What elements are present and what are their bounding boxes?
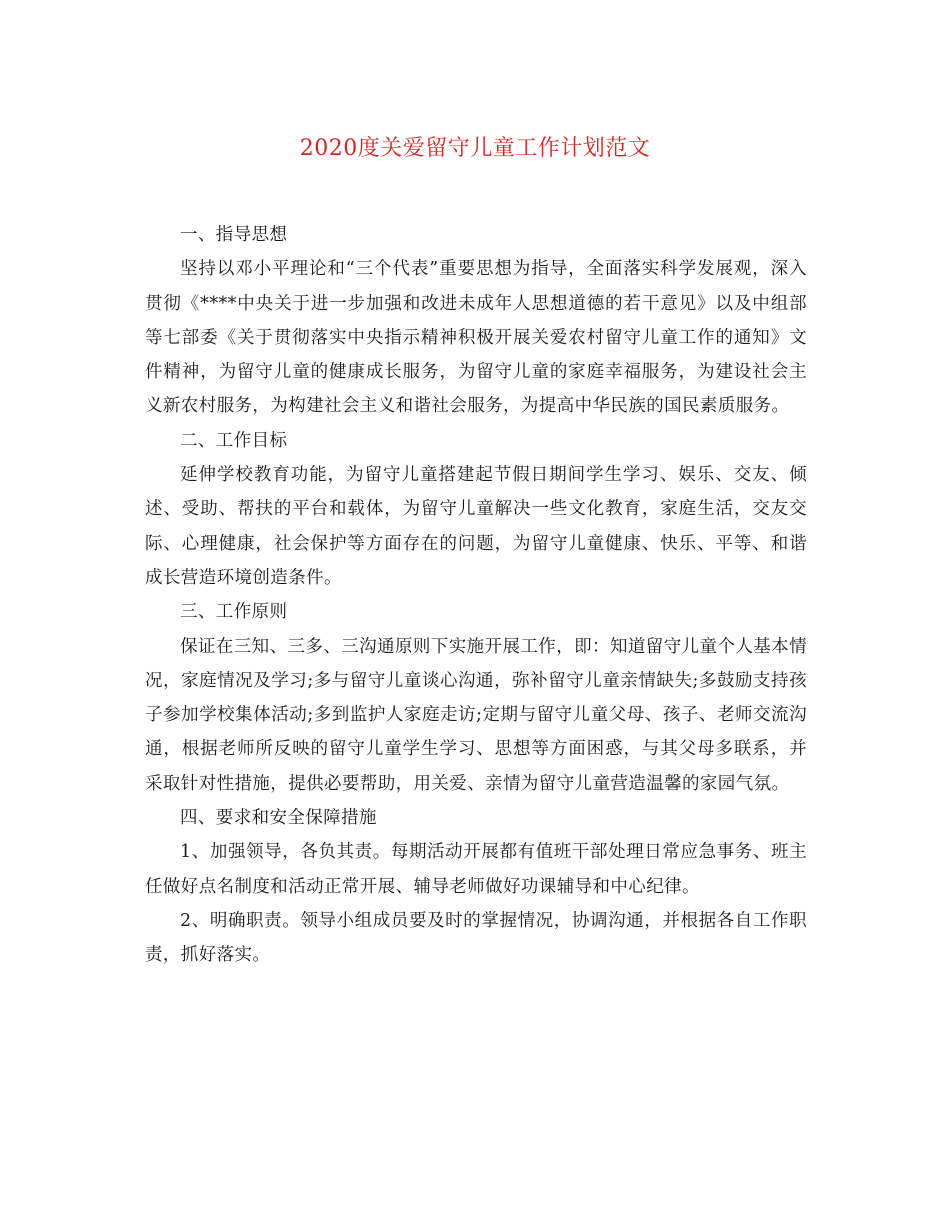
document-body xyxy=(145,218,807,973)
paragraph-work-goals: 延伸学校教育功能，为留守儿童搭建起节假日期间学生学习、娱乐、交友、倾述、受助、帮扶的平台和载体，为留守儿童解决一些文化教育，家庭生活，交友交际、心理健康，社会保护等方面存在的问题，为留守儿童健康、快乐、平等、和谐成长营造环境创造条件。 xyxy=(145,465,807,588)
paragraph-work-principles: 保证在三知、三多、三沟通原则下实施开展工作，即：知道留守儿童个人基本情况，家庭情况及学习;多与留守儿童谈心沟通，弥补留守儿童亲情缺失;多鼓励支持孩子参加学校集体活动;多到监护人家庭走访;定期与留守儿童父母、孩子、老师交流沟通，根据老师所反映的留守儿童学生学习、思想等方面困惑，与其父母多联系，并采取针对性措施，提供必要帮助，用关爱、亲情为留守儿童营造温馨的家园气氛。 xyxy=(145,636,807,794)
document-title: 2020度关爱留守儿童工作计划范文 xyxy=(299,136,651,161)
paragraph-measure-2: 2、明确职责。领导小组成员要及时的掌握情况，协调沟通，并根据各自工作职责，抓好落实。 xyxy=(145,910,807,966)
section-heading-work-goals: 二、工作目标 xyxy=(180,430,288,451)
paragraph-guiding-ideology: 坚持以邓小平理论和“三个代表”重要思想为指导，全面落实科学发展观，深入贯彻《****中央关于进一步加强和改进未成年人思想道德的若干意见》以及中组部等七部委《关于贯彻落实中央指示精神积极开展关爱农村留守儿童工作的通知》文件精神，为留守儿童的健康成长服务，为留守儿童的家庭幸福服务，为建设社会主义新农村服务，为构建社会主义和谐社会服务，为提高中华民族的国民素质服务。 xyxy=(145,259,807,417)
paragraph-measure-1: 1、加强领导，各负其责。每期活动开展都有值班干部处理日常应急事务、班主任做好点名制度和活动正常开展、辅导老师做好功课辅导和中心纪律。 xyxy=(145,842,807,897)
section-heading-guiding-ideology: 一、指导思想 xyxy=(180,225,288,245)
section-heading-work-principles: 三、工作原则 xyxy=(180,602,288,623)
section-heading-safety-measures: 四、要求和安全保障措施 xyxy=(180,808,377,829)
